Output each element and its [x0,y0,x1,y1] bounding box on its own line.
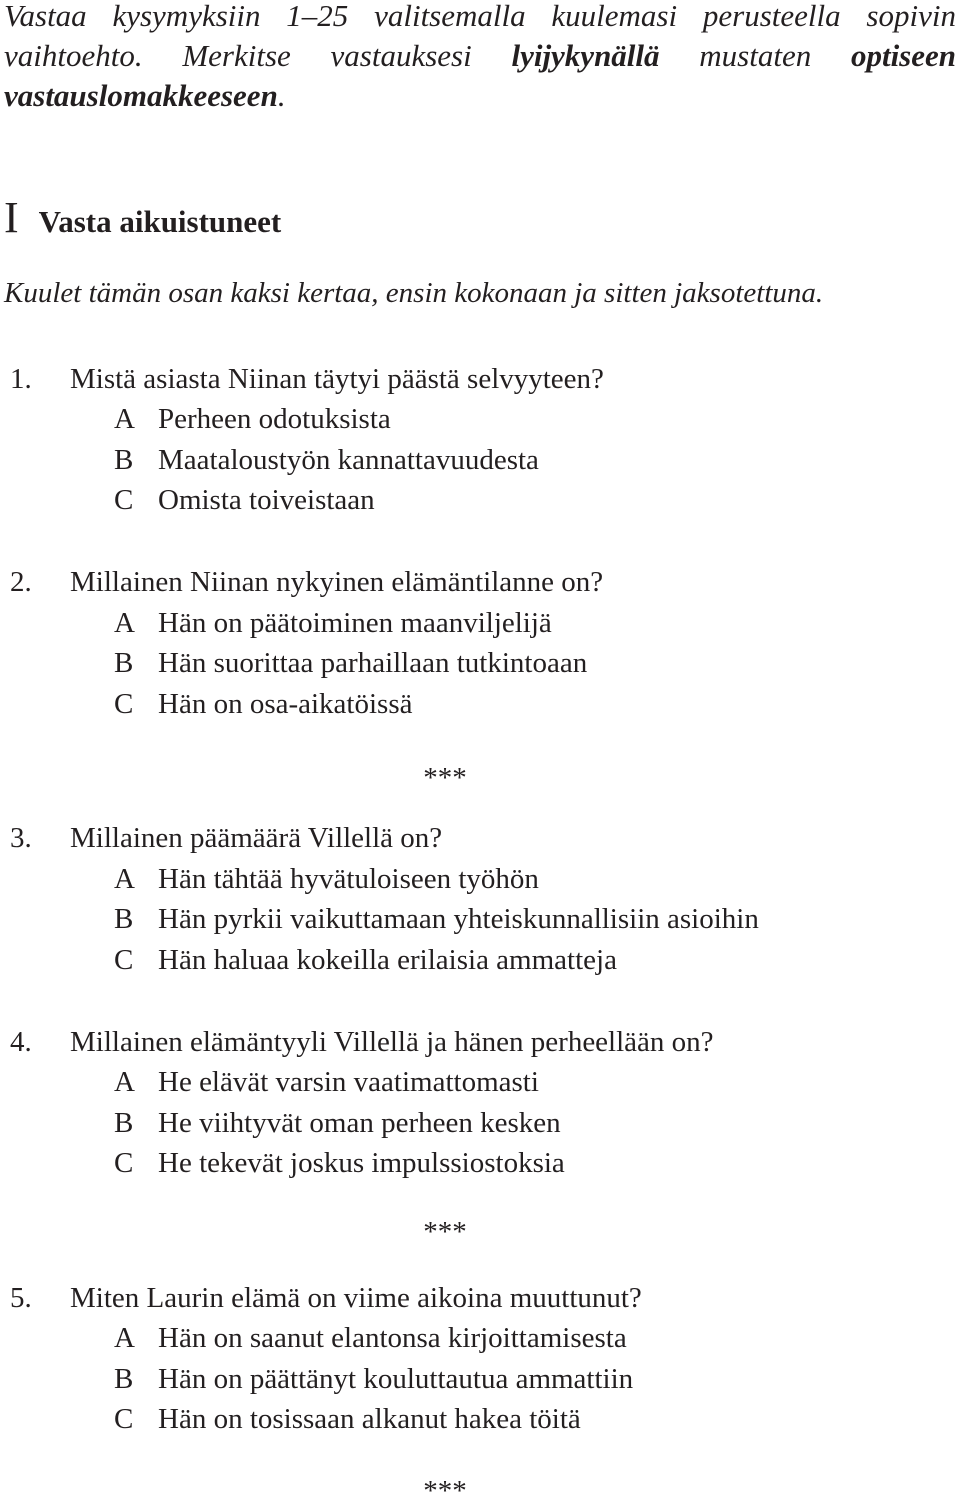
section-separator: *** [423,1475,467,1507]
question-text: Millainen Niinan nykyinen elämäntilanne on? [70,566,604,598]
option-letter: B [114,1363,134,1395]
option-text: Hän tähtää hyvätuloiseen työhön [158,863,539,895]
section-numeral: I [4,193,19,242]
option-letter: B [114,903,134,935]
option-letter: C [114,944,134,976]
option-text: Hän on osa-aikatöissä [158,688,413,720]
option-text: Hän on päätoiminen maanviljelijä [158,607,552,639]
option-letter: C [114,484,134,516]
instructions-text-1: Vastaa kysymyksiin 1–25 valitsemalla kuulemasi perusteella sopivin vaihtoehto. Merkitse vastauksesi [4,0,956,73]
option-letter: A [114,1066,135,1098]
section-separator: *** [423,762,467,794]
option-letter: A [114,403,135,435]
option-text: Hän on tosissaan alkanut hakea töitä [158,1403,581,1435]
section-separator: *** [423,1216,467,1248]
section-heading [4,192,281,243]
option-text: Hän on päättänyt kouluttautua ammattiin [158,1363,634,1395]
option-letter: B [114,647,134,679]
option-text: He tekevät joskus impulssiostoksia [158,1147,565,1179]
instructions-bold-pencil: lyijykynällä [511,38,660,73]
option-text: Perheen odotuksista [158,403,391,435]
option-letter: B [114,444,134,476]
option-letter: C [114,1403,134,1435]
option-text: Hän on saanut elantonsa kirjoittamisesta [158,1322,627,1354]
option-letter: A [114,1322,135,1354]
option-text: Hän pyrkii vaikuttamaan yhteiskunnallisiin asioihin [158,903,759,935]
question-text: Miten Laurin elämä on viime aikoina muuttunut? [70,1282,642,1314]
question-number: 2. [10,566,32,598]
option-text: Omista toiveistaan [158,484,375,516]
question-number: 4. [10,1026,32,1058]
option-text: Hän suorittaa parhaillaan tutkintoaan [158,647,588,679]
option-letter: C [114,1147,134,1179]
question-text: Mistä asiasta Niinan täytyi päästä selvyyteen? [70,363,604,395]
instructions-text-3: . [277,78,286,113]
question-number: 1. [10,363,32,395]
option-letter: B [114,1107,134,1139]
question-number: 3. [10,822,32,854]
option-text: He elävät varsin vaatimattomasti [158,1066,539,1098]
question-text: Millainen päämäärä Villellä on? [70,822,443,854]
instructions-text-2: mustaten [659,38,851,73]
question-number: 5. [10,1282,32,1314]
section-note: Kuulet tämän osan kaksi kertaa, ensin kokonaan ja sitten jaksotettuna. [4,277,824,309]
question-text: Millainen elämäntyyli Villellä ja hänen perheellään on? [70,1026,714,1058]
option-letter: C [114,688,134,720]
section-title: Vasta aikuistuneet [38,204,282,239]
option-text: He viihtyvät oman perheen kesken [158,1107,561,1139]
option-letter: A [114,607,135,639]
option-text: Hän haluaa kokeilla erilaisia ammatteja [158,944,617,976]
instructions [4,0,956,116]
option-letter: A [114,863,135,895]
instructions-bold-answer-sheet: optiseen vastauslomakkeeseen [4,38,957,113]
option-text: Maataloustyön kannattavuudesta [158,444,539,476]
